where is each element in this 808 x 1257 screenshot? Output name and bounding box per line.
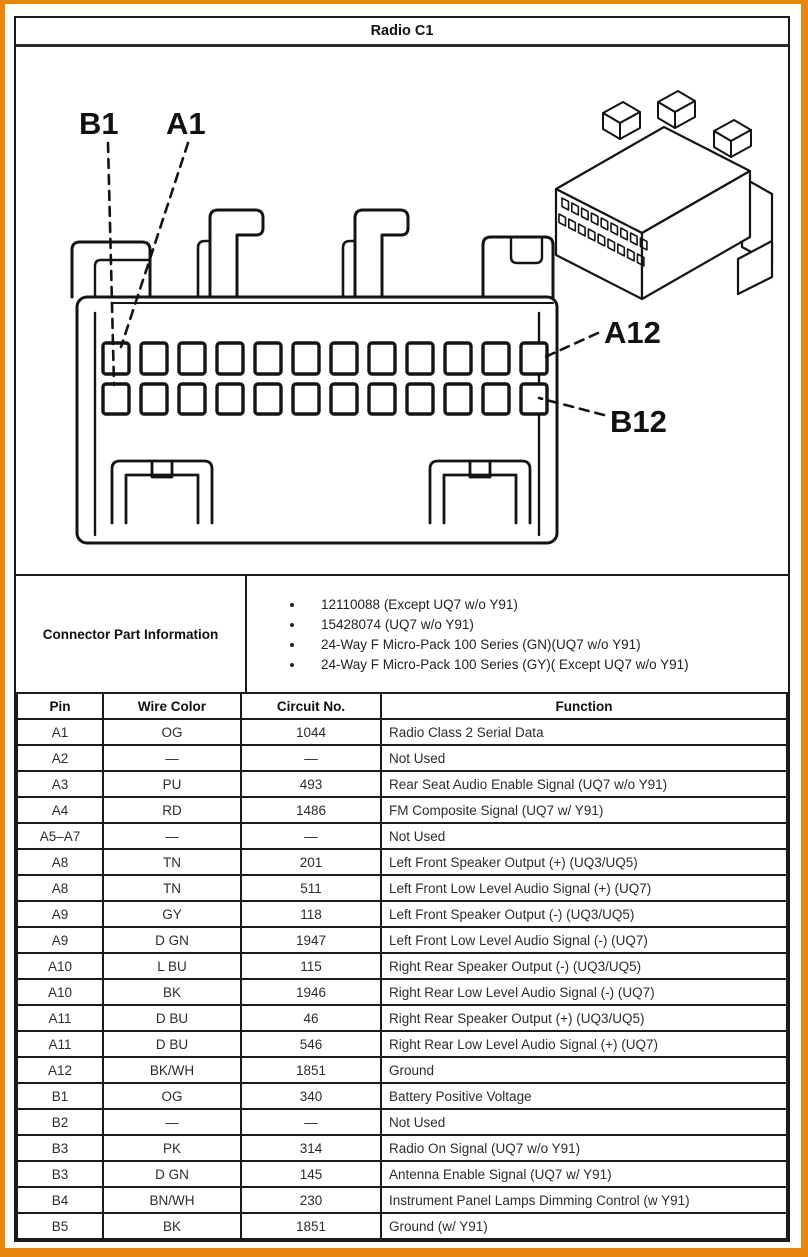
- pin-cavity: [179, 384, 205, 414]
- wire-color-cell: PK: [103, 1135, 241, 1161]
- header-pin: Pin: [17, 693, 103, 719]
- function-cell: Instrument Panel Lamps Dimming Control (w Y91): [381, 1187, 787, 1213]
- wire-color-cell: —: [103, 823, 241, 849]
- pin-cavity: [217, 343, 243, 374]
- circuit-no-cell: 340: [241, 1083, 381, 1109]
- part-info-heading: Connector Part Information: [16, 576, 247, 692]
- pin-row: [17, 849, 787, 875]
- pin-row: [17, 875, 787, 901]
- function-cell: Left Front Low Level Audio Signal (-) (UQ7): [381, 927, 787, 953]
- header-wire: Wire Color: [103, 693, 241, 719]
- pin-row: [17, 1161, 787, 1187]
- pin-row: [17, 823, 787, 849]
- circuit-no-cell: 493: [241, 771, 381, 797]
- pin-row: [17, 797, 787, 823]
- label-a12: A12: [604, 315, 661, 350]
- pin-cell: A5–A7: [17, 823, 103, 849]
- pin-cavity: [407, 384, 433, 414]
- circuit-no-cell: 511: [241, 875, 381, 901]
- circuit-no-cell: 46: [241, 1005, 381, 1031]
- pin-cavity: [255, 343, 281, 374]
- wire-color-cell: RD: [103, 797, 241, 823]
- circuit-no-cell: 1946: [241, 979, 381, 1005]
- pin-row: [17, 1005, 787, 1031]
- function-cell: Not Used: [381, 745, 787, 771]
- pin-cavity: [103, 343, 129, 374]
- pin-cell: B1: [17, 1083, 103, 1109]
- function-cell: Left Front Speaker Output (+) (UQ3/UQ5): [381, 849, 787, 875]
- circuit-no-cell: 1851: [241, 1213, 381, 1239]
- function-cell: Radio Class 2 Serial Data: [381, 719, 787, 745]
- pin-row: [17, 1187, 787, 1213]
- pin-row: [17, 1109, 787, 1135]
- pin-cavity: [445, 384, 471, 414]
- circuit-no-cell: —: [241, 745, 381, 771]
- function-cell: Right Rear Speaker Output (+) (UQ3/UQ5): [381, 1005, 787, 1031]
- pin-cell: A8: [17, 849, 103, 875]
- pinout-table: [16, 692, 788, 1240]
- pin-cell: A10: [17, 979, 103, 1005]
- function-cell: Ground: [381, 1057, 787, 1083]
- pin-cell: A1: [17, 719, 103, 745]
- connector-front-view: [72, 210, 557, 543]
- pin-cavity: [293, 343, 319, 374]
- sheet-title: Radio C1: [16, 18, 788, 47]
- pin-cavity: [141, 384, 167, 414]
- wire-color-cell: D BU: [103, 1031, 241, 1057]
- pin-row: [17, 719, 787, 745]
- part-info-section: [16, 574, 788, 692]
- function-cell: Not Used: [381, 1109, 787, 1135]
- wire-color-cell: —: [103, 1109, 241, 1135]
- pin-row: [17, 1135, 787, 1161]
- wire-color-cell: BK: [103, 1213, 241, 1239]
- pin-cell: A11: [17, 1031, 103, 1057]
- circuit-no-cell: 314: [241, 1135, 381, 1161]
- pin-cavity: [179, 343, 205, 374]
- wire-color-cell: PU: [103, 771, 241, 797]
- pin-cell: A10: [17, 953, 103, 979]
- pin-cavity: [521, 343, 547, 374]
- wire-color-cell: BN/WH: [103, 1187, 241, 1213]
- pin-cell: B4: [17, 1187, 103, 1213]
- header-function: Function: [381, 693, 787, 719]
- pin-cavity: [369, 343, 395, 374]
- pin-row: [17, 927, 787, 953]
- circuit-no-cell: 145: [241, 1161, 381, 1187]
- part-info-item: • 12110088 (Except UQ7 w/o Y91): [305, 597, 689, 612]
- pin-cavity: [483, 343, 509, 374]
- circuit-no-cell: —: [241, 1109, 381, 1135]
- part-info-item: • 15428074 (UQ7 w/o Y91): [305, 617, 689, 632]
- function-cell: FM Composite Signal (UQ7 w/ Y91): [381, 797, 787, 823]
- pin-cell: A9: [17, 927, 103, 953]
- pin-row: [17, 953, 787, 979]
- pin-cavity: [369, 384, 395, 414]
- label-a1: A1: [166, 106, 206, 141]
- pin-cell: A2: [17, 745, 103, 771]
- pin-cavity: [407, 343, 433, 374]
- connector-diagram: [16, 47, 788, 574]
- label-b12: B12: [610, 404, 667, 439]
- circuit-no-cell: —: [241, 823, 381, 849]
- circuit-no-cell: 1851: [241, 1057, 381, 1083]
- part-info-item: • 24-Way F Micro-Pack 100 Series (GY)( Except UQ7 w/o Y91): [305, 657, 689, 672]
- pin-row: [17, 745, 787, 771]
- part-info-item: • 24-Way F Micro-Pack 100 Series (GN)(UQ7 w/o Y91): [305, 637, 689, 652]
- wire-color-cell: OG: [103, 719, 241, 745]
- circuit-no-cell: 201: [241, 849, 381, 875]
- pin-cell: A12: [17, 1057, 103, 1083]
- wire-color-cell: BK: [103, 979, 241, 1005]
- function-cell: Battery Positive Voltage: [381, 1083, 787, 1109]
- circuit-no-cell: 1044: [241, 719, 381, 745]
- function-cell: Right Rear Low Level Audio Signal (-) (UQ7): [381, 979, 787, 1005]
- circuit-no-cell: 115: [241, 953, 381, 979]
- latch-tab: [210, 210, 263, 297]
- wire-color-cell: TN: [103, 849, 241, 875]
- pin-cavity: [331, 343, 357, 374]
- pin-cavity: [293, 384, 319, 414]
- circuit-no-cell: 546: [241, 1031, 381, 1057]
- wire-color-cell: D GN: [103, 927, 241, 953]
- pin-cell: A3: [17, 771, 103, 797]
- part-info-list: [247, 576, 788, 692]
- wire-color-cell: L BU: [103, 953, 241, 979]
- header-circuit: Circuit No.: [241, 693, 381, 719]
- pin-row: [17, 1213, 787, 1239]
- function-cell: Radio On Signal (UQ7 w/o Y91): [381, 1135, 787, 1161]
- function-cell: Rear Seat Audio Enable Signal (UQ7 w/o Y91): [381, 771, 787, 797]
- pin-cavity: [331, 384, 357, 414]
- circuit-no-cell: 118: [241, 901, 381, 927]
- wire-color-cell: OG: [103, 1083, 241, 1109]
- pin-cell: B3: [17, 1135, 103, 1161]
- pin-row: [17, 771, 787, 797]
- pin-row: [17, 1057, 787, 1083]
- function-cell: Right Rear Low Level Audio Signal (+) (UQ7): [381, 1031, 787, 1057]
- wire-color-cell: TN: [103, 875, 241, 901]
- label-b1: B1: [79, 106, 119, 141]
- circuit-no-cell: 230: [241, 1187, 381, 1213]
- pin-cell: A4: [17, 797, 103, 823]
- function-cell: Left Front Low Level Audio Signal (+) (UQ7): [381, 875, 787, 901]
- function-cell: Right Rear Speaker Output (-) (UQ3/UQ5): [381, 953, 787, 979]
- pin-cell: B5: [17, 1213, 103, 1239]
- wire-color-cell: D GN: [103, 1161, 241, 1187]
- pin-cell: A8: [17, 875, 103, 901]
- pin-cavity: [103, 384, 129, 414]
- function-cell: Left Front Speaker Output (-) (UQ3/UQ5): [381, 901, 787, 927]
- wire-color-cell: BK/WH: [103, 1057, 241, 1083]
- function-cell: Ground (w/ Y91): [381, 1213, 787, 1239]
- wire-color-cell: GY: [103, 901, 241, 927]
- wire-color-cell: D BU: [103, 1005, 241, 1031]
- pinout-header-row: [17, 693, 787, 719]
- pin-cell: B2: [17, 1109, 103, 1135]
- connector-3d-view: [556, 91, 772, 299]
- latch-tab: [355, 210, 408, 297]
- pin-cell: A9: [17, 901, 103, 927]
- flange-foot: [738, 241, 772, 294]
- pin-cavity: [445, 343, 471, 374]
- circuit-no-cell: 1947: [241, 927, 381, 953]
- pin-cavity: [217, 384, 243, 414]
- function-cell: Not Used: [381, 823, 787, 849]
- pin-cavity: [483, 384, 509, 414]
- wire-color-cell: —: [103, 745, 241, 771]
- pin-cavity: [255, 384, 281, 414]
- pin-row: [17, 901, 787, 927]
- connector-sheet: [14, 16, 790, 1242]
- pin-row: [17, 1031, 787, 1057]
- pin-cell: B3: [17, 1161, 103, 1187]
- circuit-no-cell: 1486: [241, 797, 381, 823]
- pin-row: [17, 1083, 787, 1109]
- pin-cavity: [141, 343, 167, 374]
- pin-row: [17, 979, 787, 1005]
- pin-cell: A11: [17, 1005, 103, 1031]
- function-cell: Antenna Enable Signal (UQ7 w/ Y91): [381, 1161, 787, 1187]
